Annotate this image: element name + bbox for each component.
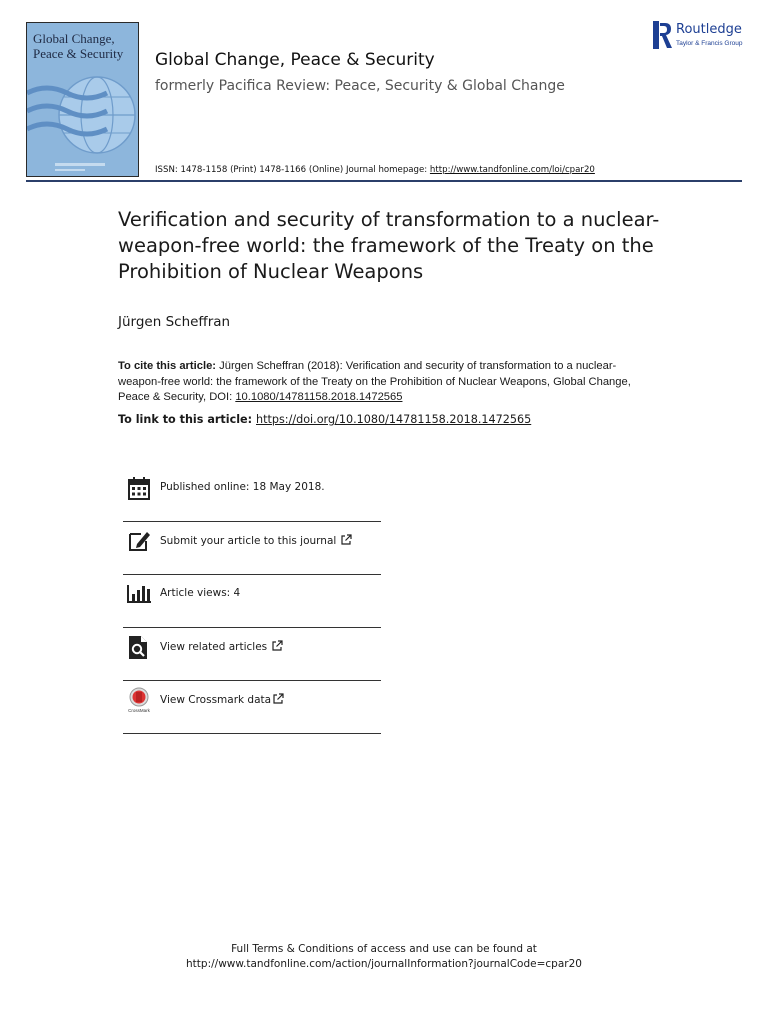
crossmark-logo-text: CrossMark bbox=[128, 708, 150, 713]
journal-homepage-link[interactable]: http://www.tandfonline.com/loi/cpar20 bbox=[429, 165, 595, 175]
crossmark-row[interactable] bbox=[123, 681, 381, 734]
published-row bbox=[123, 469, 381, 522]
routledge-r-icon bbox=[653, 21, 673, 49]
footer-terms bbox=[0, 942, 768, 972]
edit-icon bbox=[127, 528, 151, 554]
article-info-list bbox=[123, 469, 381, 734]
external-link-icon bbox=[273, 693, 284, 704]
link-to-article bbox=[118, 413, 531, 426]
cite-text: Jürgen Scheffran (2018): Verification and security of transformation to a nuclear-weapon-free world: the framework of the Treaty on the Prohibition of Nuclear Weapons, Global Change, Peace & Security, DOI: bbox=[118, 360, 631, 403]
submit-article-row[interactable] bbox=[123, 522, 381, 575]
publisher-name: Routledge bbox=[676, 22, 742, 37]
article-views: Article views: 4 bbox=[160, 587, 241, 599]
journal-subtitle: formerly Pacifica Review: Peace, Security & Global Change bbox=[155, 78, 565, 94]
footer-terms-link[interactable]: http://www.tandfonline.com/action/journalInformation?journalCode=cpar20 bbox=[186, 958, 582, 970]
author-name: Jürgen Scheffran bbox=[118, 314, 231, 330]
submit-article-link[interactable]: Submit your article to this journal bbox=[160, 534, 352, 547]
article-views-row bbox=[123, 575, 381, 628]
related-articles-row[interactable] bbox=[123, 628, 381, 681]
crossmark-link[interactable]: View Crossmark data bbox=[160, 693, 284, 706]
link-label: To link to this article: bbox=[118, 413, 256, 426]
publisher-group: Taylor & Francis Group bbox=[676, 40, 743, 47]
external-link-icon bbox=[341, 534, 352, 545]
calendar-icon bbox=[127, 475, 151, 501]
journal-title: Global Change, Peace & Security bbox=[155, 50, 435, 70]
header-divider bbox=[26, 180, 742, 182]
bar-chart-icon bbox=[127, 581, 151, 607]
cite-label: To cite this article: bbox=[118, 360, 217, 372]
crossmark-icon bbox=[127, 687, 151, 713]
journal-cover-image bbox=[26, 22, 139, 177]
cover-title: Global Change, Peace & Security bbox=[33, 31, 124, 61]
published-date: Published online: 18 May 2018. bbox=[160, 481, 325, 493]
issn-line bbox=[155, 165, 595, 175]
related-articles-link[interactable]: View related articles bbox=[160, 640, 283, 653]
citation-block bbox=[118, 359, 658, 406]
issn-text: ISSN: 1478-1158 (Print) 1478-1166 (Online) Journal homepage: bbox=[155, 165, 430, 175]
cite-doi-link[interactable]: 10.1080/14781158.2018.1472565 bbox=[235, 391, 403, 403]
footer-line-1: Full Terms & Conditions of access and use can be found at bbox=[231, 943, 537, 955]
external-link-icon bbox=[272, 640, 283, 651]
document-search-icon bbox=[127, 634, 151, 660]
article-title: Verification and security of transformation to a nuclear-weapon-free world: the framework of the Treaty on the Prohibition of Nuclear Weapons bbox=[118, 208, 660, 283]
article-doi-link[interactable]: https://doi.org/10.1080/14781158.2018.1472565 bbox=[256, 413, 532, 426]
